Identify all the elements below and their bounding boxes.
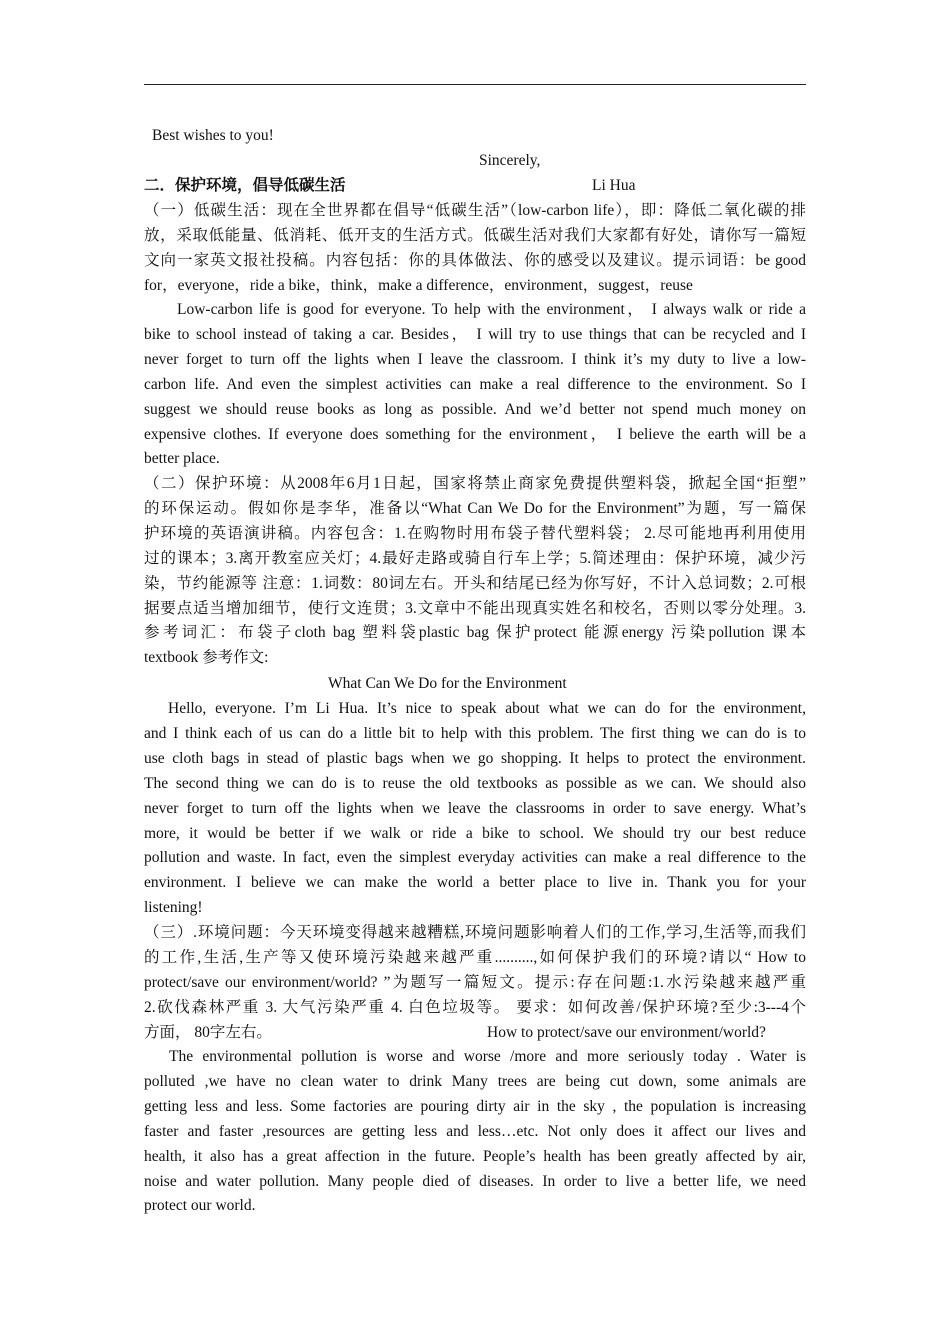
part3-prompt-last: 方面， 80字左右。 (144, 1024, 272, 1041)
part1-essay-line: carbon life. And even the simplest activities can make a real difference to the environment. So I (144, 375, 806, 393)
part2-essay-line: never forget to turn off the lights when we leave the classrooms in order to save energy. What’s (144, 799, 806, 817)
part1-prompt-line: 放，采取低能量、低消耗、低开支的生活方式。低碳生活对我们大家都有好处，请你写一篇短 (144, 226, 806, 244)
part3-essay-line: protect our world. (144, 1197, 256, 1215)
part3-essay-line: faster and faster ,resources are getting less and less…etc. Not only does it affect our lives and (144, 1122, 806, 1140)
part2-prompt-line: 参考词汇：布袋子cloth bag 塑料袋plastic bag 保护protect 能源energy 污染pollution 课本 (144, 624, 806, 642)
part2-prompt (144, 472, 806, 671)
part3-prompt-line: protect/save our environment/world? ”为题写一篇短文。提示:存在问题:1.水污染越来越严重 (144, 973, 806, 991)
part2-essay-title: What Can We Do for the Environment (328, 675, 567, 692)
part3-prompt (144, 921, 806, 1021)
part2-essay-line: more, it would be better if we walk or ride a bike to school. We should try our best reduce (144, 824, 806, 842)
part2-prompt-line: 护环境的英语演讲稿。内容包含：1.在购物时用布袋子替代塑料袋； 2.尽可能地再利用使用 (144, 524, 806, 542)
part3-essay-title: How to protect/save our environment/world? (487, 1024, 766, 1041)
part2-prompt-line: 染，节约能源等 注意：1.词数：80词左右。开头和结尾已经为你写好，不计入总词数；2.可根 (144, 574, 806, 592)
part1-prompt (144, 199, 806, 299)
part3-essay-line: polluted ,we have no clean water to drink Many trees are being cut down, some animals are (144, 1072, 806, 1090)
section-heading: 二．保护环境，倡导低碳生活 (144, 177, 346, 194)
part2-prompt-line: 过的课本；3.离开教室应关灯；4.最好走路或骑自行车上学；5.简述理由：保护环境，减少污 (144, 549, 806, 567)
part3-essay-line: health, it also has a great affection in the future. People’s health has been greatly affected by air, (144, 1147, 806, 1165)
part2-essay-line: Hello, everyone. I’m Li Hua. It’s nice to speak about what we can do for the environment, (168, 700, 806, 717)
part2-essay-line: listening! (144, 899, 203, 917)
part1-essay-line: better place. (144, 450, 220, 468)
part2-prompt-line: textbook 参考作文: (144, 649, 269, 667)
part1-essay-line: Low-carbon life is good for everyone. To help with the environment， I always walk or ride a (177, 301, 806, 318)
part1-essay-line: never forget to turn off the lights when I leave the classroom. I think it’s my duty to live a low- (144, 350, 806, 368)
part2-prompt-line: （二）保护环境：从2008年6月1日起，国家将禁止商家免费提供塑料袋，掀起全国“拒塑” (144, 475, 806, 492)
part3-essay-line: The environmental pollution is worse and worse /more and more seriously today . Water is (169, 1048, 806, 1065)
part1-essay (144, 298, 806, 472)
closing: Sincerely, (479, 152, 541, 169)
part3-essay-line: getting less and less. Some factories are pouring dirty air in the sky , the population is increasing (144, 1097, 806, 1115)
part3-prompt-line: 2.砍伐森林严重 3. 大气污染严重 4. 白色垃圾等。 要求：如何改善/保护环境?至少:3---4个 (144, 998, 806, 1016)
part1-prompt-line: 文向一家英文报社投稿。内容包括：你的具体做法、你的感受以及建议。提示词语：be good (144, 251, 806, 269)
part1-essay-line: expensive clothes. If everyone does something for the environment， I believe the earth will be a (144, 425, 806, 443)
signature: Li Hua (592, 177, 636, 194)
part1-essay-line: bike to school instead of taking a car. Besides， I will try to use things that can be recycled and I (144, 325, 806, 343)
part3-prompt-line: （三）.环境问题：今天环境变得越来越糟糕,环境问题影响着人们的工作,学习,生活等,而我们 (144, 924, 806, 941)
part2-essay-line: use cloth bags in stead of plastic bags when we go shopping. It helps to protect the environment. (144, 749, 806, 767)
part2-essay (144, 697, 806, 921)
header-rule (144, 84, 806, 85)
part1-prompt-line: for，everyone，ride a bike，think，make a difference，environment，suggest，reuse (144, 276, 693, 294)
part3-prompt-line: 的工作,生活,生产等又使环境污染越来越严重..........,如何保护我们的环境?请以“ How to (144, 948, 806, 966)
best-wishes: Best wishes to you! (152, 127, 274, 144)
part3-essay (144, 1045, 806, 1219)
part2-essay-line: environment. I believe we can make the world a better place to live in. Thank you for your (144, 874, 806, 892)
part2-prompt-line: 据要点适当增加细节，使行文连贯；3.文章中不能出现真实姓名和校名，否则以零分处理。3. (144, 599, 806, 617)
part2-essay-line: pollution and waste. In fact, even the simplest everyday activities can make a real difference to the (144, 849, 806, 867)
part2-essay-line: The second thing we can do is to reuse the old textbooks as possible as we can. We should also (144, 774, 806, 792)
part1-prompt-line: （一）低碳生活：现在全世界都在倡导“低碳生活”（low-carbon life），即：降低二氧化碳的排 (144, 202, 806, 219)
part2-prompt-line: 的环保运动。假如你是李华，准备以“What Can We Do for the Environment”为题，写一篇保 (144, 499, 806, 517)
part3-essay-line: noise and water pollution. Many people died of diseases. In order to live a better life, we need (144, 1172, 806, 1190)
part1-essay-line: suggest we should reuse books as long as possible. And we’d better not spend much money on (144, 400, 806, 418)
part2-essay-line: and I think each of us can do a little bit to help with this problem. The first thing we can do is to (144, 724, 806, 742)
